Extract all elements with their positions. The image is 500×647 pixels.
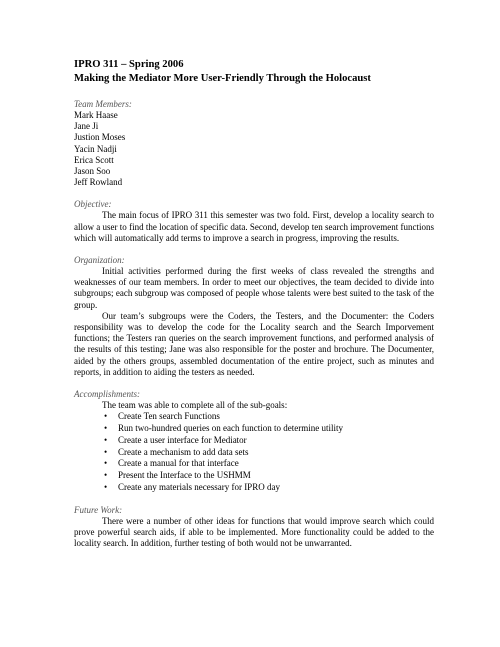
list-item <box>74 482 434 494</box>
list-item-text: Create a user interface for Mediator <box>118 434 247 445</box>
list-item-text: Create any materials necessary for IPRO day <box>118 482 280 493</box>
team-member: Jane Ji <box>74 121 99 132</box>
team-member: Jeff Rowland <box>74 177 123 188</box>
accomplishments-intro: The team was able to complete all of the sub-goals: <box>102 400 288 411</box>
organization-paragraph-2: Our team’s subgroups were the Coders, the Testers, and the Documenter: the Coders responsibility was to develop the code for the Locality search and the Search Imporvement functions; the Testers ran queries on the search improvement functions, and performed analysis of the results of this testing; Jane was also responsible for the poster and brochure. The Documenter, aided by the others groups, assembled documentation of the entire project, such as minutes and reports, in addition to aiding the testers as needed. <box>74 310 434 377</box>
list-item <box>74 411 434 423</box>
team-members-heading: Team Members: <box>74 99 132 109</box>
list-item-text: Create a manual for that interface <box>118 458 239 469</box>
future-work-section <box>74 505 434 550</box>
list-item <box>74 458 434 470</box>
accomplishments-section <box>74 389 434 494</box>
organization-heading: Organization: <box>74 255 125 266</box>
accomplishments-heading: Accomplishments: <box>74 389 140 400</box>
team-member: Jason Soo <box>74 166 111 177</box>
future-work-heading: Future Work: <box>74 504 123 515</box>
title-line-course: IPRO 311 – Spring 2006 <box>74 59 184 70</box>
team-member: Yacin Nadji <box>74 143 117 154</box>
list-item <box>74 423 434 435</box>
list-item-text: Present the Interface to the USHMM <box>118 470 251 481</box>
bullet-icon: • <box>104 411 108 422</box>
team-member: Mark Haase <box>74 110 118 120</box>
title-line-project: Making the Mediator More User-Friendly Through the Holocaust <box>74 72 371 84</box>
list-item <box>74 447 434 459</box>
bullet-icon: • <box>104 458 108 469</box>
document-title <box>74 58 434 85</box>
objective-paragraph: The main focus of IPRO 311 this semester was two fold. First, develop a locality search to allow a user to find the location of specific data. Second, develop ten search improvement functions which will automatically add terms to improve a search in progress, improving the results. <box>74 210 434 243</box>
organization-section <box>74 255 434 378</box>
future-work-paragraph: There were a number of other ideas for functions that would improve search which could prove powerful search aids, if able to be implemented. More functionality could be added to the locality search. In addition, further testing of both would not be unwarranted. <box>74 515 434 549</box>
accomplishments-list <box>74 411 434 494</box>
objective-heading: Objective: <box>74 199 112 210</box>
objective-section <box>74 199 434 244</box>
team-member: Erica Scott <box>74 154 114 165</box>
list-item-text: Run two-hundred queries on each function to determine utility <box>118 423 343 434</box>
team-member: Justion Moses <box>74 132 126 143</box>
list-item-text: Create Ten search Functions <box>118 411 220 422</box>
bullet-icon: • <box>104 470 108 481</box>
bullet-icon: • <box>104 446 108 457</box>
list-item <box>74 470 434 482</box>
list-item-text: Create a mechanism to add data sets <box>118 446 249 457</box>
organization-paragraph-1: Initial activities performed during the first weeks of class revealed the strengths and weaknesses of our team members. In order to meet our objectives, the team decided to divide into subgroups; each subgroup was composed of people whose talents were best suited to the task of the group. <box>74 266 434 310</box>
list-item <box>74 435 434 447</box>
bullet-icon: • <box>104 423 108 434</box>
team-members-section <box>74 99 434 188</box>
bullet-icon: • <box>104 482 108 493</box>
bullet-icon: • <box>104 434 108 445</box>
